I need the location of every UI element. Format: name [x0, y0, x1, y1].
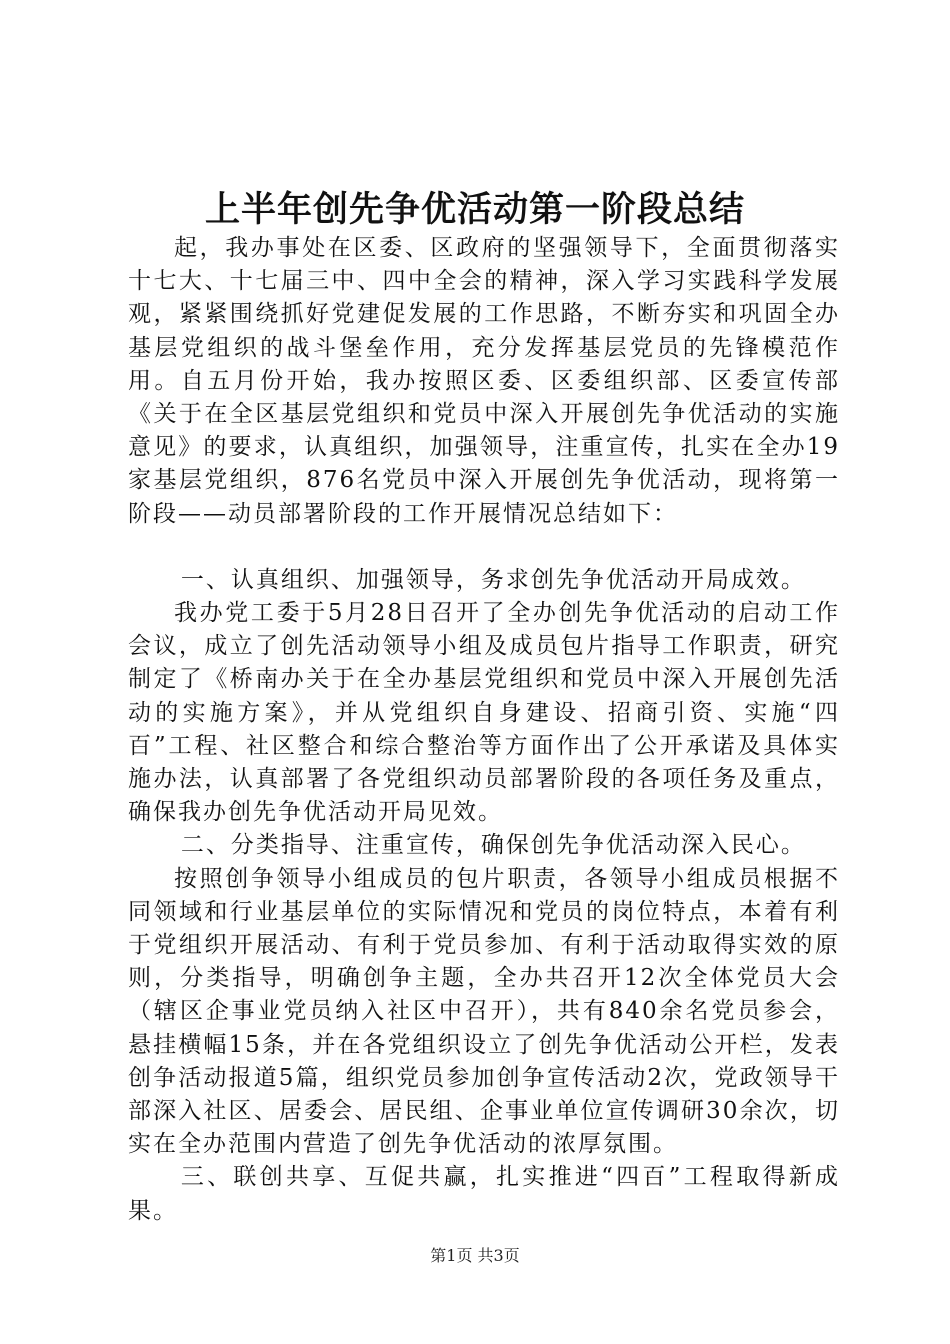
intro-paragraph: 起，我办事处在区委、区政府的坚强领导下，全面贯彻落实十七大、十七届三中、四中全会的精神，深入学习实践科学发展观，紧紧围绕抓好党建促发展的工作思路，不断夯实和巩固全办基层党组织的战斗堡垒作用，充分发挥基层党员的先锋模范作用。自五月份开始，我办按照区委、区委组织部、区委宣传部《关于在全区基层党组织和党员中深入开展创先争优活动的实施意见》的要求，认真组织，加强领导，注重宣传，扎实在全办19家基层党组织，876名党员中深入开展创先争优活动，现将第一阶段——动员部署阶段的工作开展情况总结如下：	[128, 235, 840, 527]
document-body	[128, 232, 840, 1228]
section-heading-3: 三、联创共享、互促共赢，扎实推进“四百”工程取得新成果。	[128, 1164, 840, 1224]
section-paragraph-2: 按照创争领导小组成员的包片职责，各领导小组成员根据不同领域和行业基层单位的实际情况和党员的岗位特点，本着有利于党组织开展活动、有利于党员参加、有利于活动取得实效的原则，分类指导，明确创争主题，全办共召开12次全体党员大会（辖区企事业党员纳入社区中召开），共有840余名党员参会，悬挂横幅15条，并在各党组织设立了创先争优活动公开栏，发表创争活动报道5篇，组织党员参加创争宣传活动2次，党政领导干部深入社区、居委会、居民组、企事业单位宣传调研30余次，切实在全办范围内营造了创先争优活动的浓厚氛围。	[128, 865, 840, 1158]
document-title: 上半年创先争优活动第一阶段总结	[204, 189, 745, 230]
section-heading-1: 一、认真组织、加强领导，务求创先争优活动开局成效。	[180, 566, 806, 593]
page-footer: 第1页 共3页	[430, 1246, 520, 1265]
section-heading-2: 二、分类指导、注重宣传，确保创先争优活动深入民心。	[180, 832, 806, 859]
section-paragraph-1: 我办党工委于5月28日召开了全办创先争优活动的启动工作会议，成立了创先活动领导小组及成员包片指导工作职责，研究制定了《桥南办关于在全办基层党组织和党员中深入开展创先活动的实施方案》，并从党组织自身建设、招商引资、实施“四百”工程、社区整合和综合整治等方面作出了公开承诺及具体实施办法，认真部署了各党组织动员部署阶段的各项任务及重点，确保我办创先争优活动开局见效。	[128, 600, 840, 826]
